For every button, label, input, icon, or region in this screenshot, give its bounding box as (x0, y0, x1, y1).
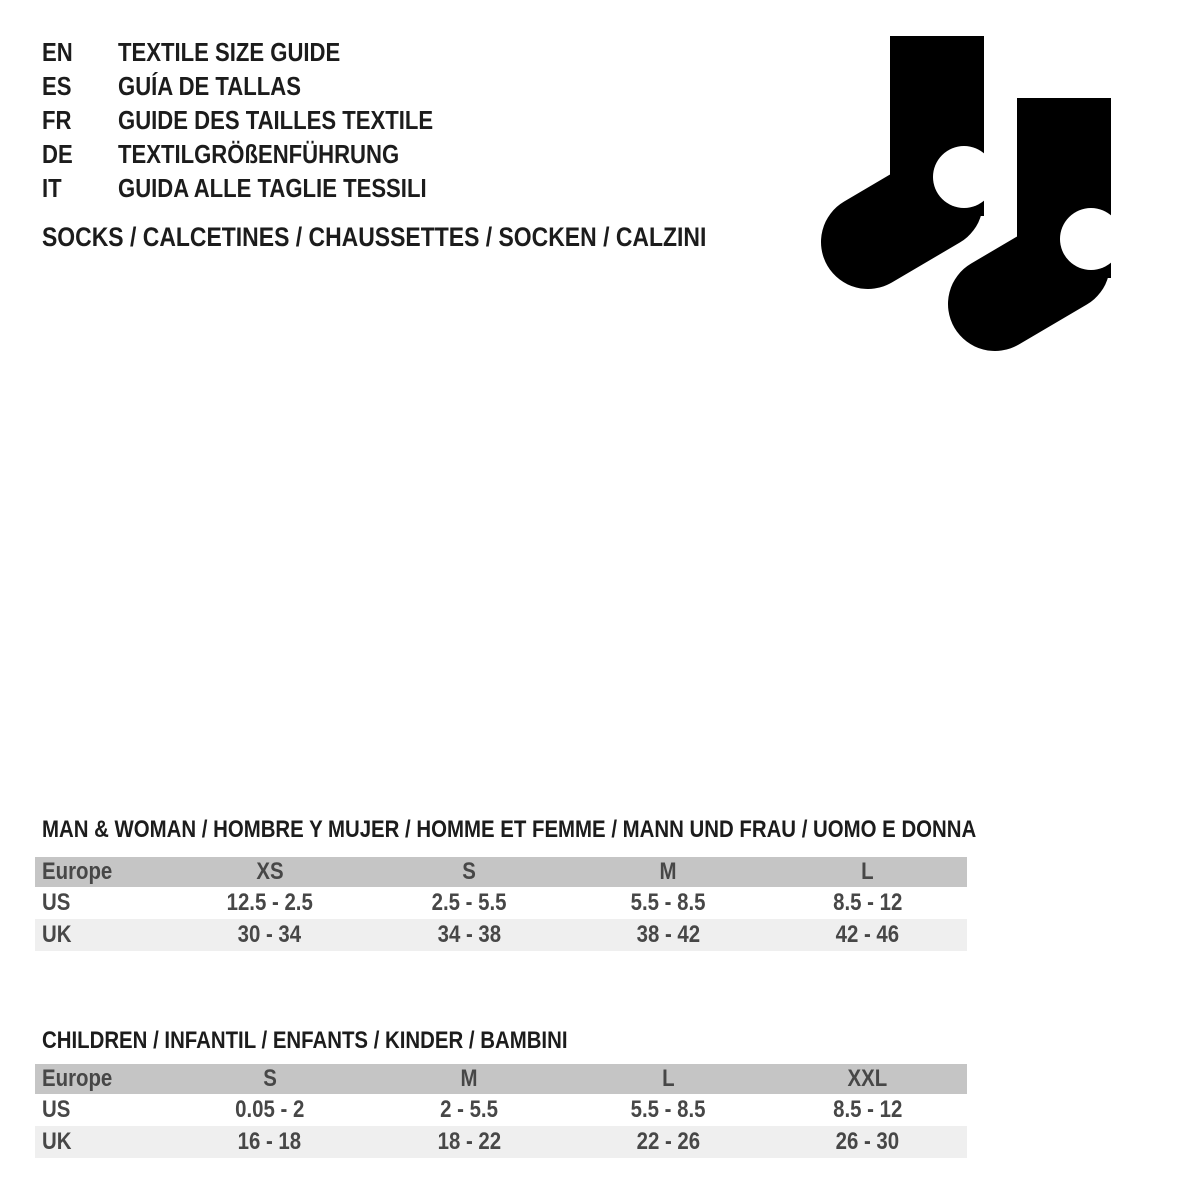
sock-front-icon (995, 98, 1118, 304)
language-row (42, 69, 489, 103)
column-header (369, 857, 568, 887)
column-header-text: XXL (847, 1065, 888, 1092)
column-header (768, 857, 967, 887)
language-row (42, 35, 489, 69)
size-cell (369, 1126, 568, 1158)
language-label: GUIDA ALLE TAGLIE TESSILI (118, 173, 427, 203)
column-header (35, 857, 170, 887)
size-cell-text: 18 - 22 (437, 1128, 501, 1155)
size-cell (768, 1126, 967, 1158)
column-header (569, 1064, 768, 1094)
size-cell (569, 887, 768, 919)
size-cell (170, 887, 369, 919)
size-cell (369, 919, 568, 951)
size-cell-text: 42 - 46 (835, 921, 900, 948)
size-cell-text: 5.5 - 8.5 (630, 1096, 706, 1123)
language-row (42, 171, 489, 205)
category-line-text: SOCKS / CALCETINES / CHAUSSETTES / SOCKEN / CALZINI (42, 222, 707, 252)
size-cell-text: 12.5 - 2.5 (226, 889, 313, 916)
size-cell (569, 919, 768, 951)
column-header (35, 1064, 170, 1094)
size-cell-text: 38 - 42 (636, 921, 700, 948)
column-header-text: XS (256, 858, 284, 885)
table-title-text: CHILDREN / INFANTIL / ENFANTS / KINDER / BAMBINI (42, 1027, 568, 1054)
row-label-text: UK (42, 1128, 72, 1155)
size-table (35, 857, 967, 951)
column-header-text: S (462, 858, 476, 885)
column-header-text: S (262, 1065, 277, 1092)
size-cell-text: 16 - 18 (237, 1128, 302, 1155)
row-label-text: US (42, 889, 71, 916)
size-cell-text: 0.05 - 2 (235, 1096, 305, 1123)
column-header (569, 857, 768, 887)
language-code: FR (42, 105, 72, 135)
size-cell (768, 887, 967, 919)
language-label: TEXTILGRÖßENFÜHRUNG (118, 139, 400, 169)
size-cell (369, 887, 568, 919)
size-cell-text: 8.5 - 12 (832, 1096, 902, 1123)
table-title (42, 816, 977, 843)
row-label-text: UK (42, 921, 72, 948)
size-cell (569, 1094, 768, 1126)
language-code: EN (42, 37, 73, 67)
column-header (369, 1064, 568, 1094)
table-title (42, 1028, 967, 1053)
column-header-text: Europe (42, 1065, 113, 1092)
row-label-text: US (42, 1096, 71, 1123)
size-cell (768, 1094, 967, 1126)
size-cell (170, 1126, 369, 1158)
table-row (35, 1126, 967, 1158)
language-row (42, 137, 489, 171)
language-code: DE (42, 139, 73, 169)
sock-back-icon (868, 36, 995, 242)
table-title-text: MAN & WOMAN / HOMBRE Y MUJER / HOMME ET FEMME / MANN UND FRAU / UOMO E DONNA (42, 816, 977, 843)
language-code: ES (42, 71, 72, 101)
size-cell (768, 919, 967, 951)
socks-icon (818, 36, 1118, 366)
language-label: TEXTILE SIZE GUIDE (118, 37, 341, 67)
row-label (35, 919, 170, 951)
table-children (35, 1028, 967, 1158)
column-header (170, 857, 369, 887)
language-row (42, 103, 489, 137)
size-cell-text: 26 - 30 (835, 1128, 900, 1155)
size-cell-text: 22 - 26 (636, 1128, 700, 1155)
table-row (35, 919, 967, 951)
table-header-row (35, 857, 967, 887)
column-header (768, 1064, 967, 1094)
size-cell-text: 2 - 5.5 (440, 1096, 498, 1123)
language-label: GUÍA DE TALLAS (118, 71, 301, 101)
table-header-row (35, 1064, 967, 1094)
size-cell-text: 8.5 - 12 (832, 889, 902, 916)
column-header-text: Europe (42, 858, 113, 885)
size-cell (170, 1094, 369, 1126)
size-cell-text: 30 - 34 (237, 921, 302, 948)
table-man-woman (35, 816, 977, 951)
column-header-text: L (861, 858, 874, 885)
size-table (35, 1064, 967, 1158)
size-cell (569, 1126, 768, 1158)
column-header-text: M (659, 858, 677, 885)
language-list (42, 35, 489, 205)
column-header-text: L (661, 1065, 675, 1092)
table-row (35, 887, 967, 919)
language-label: GUIDE DES TAILLES TEXTILE (118, 105, 434, 135)
size-cell-text: 34 - 38 (437, 921, 501, 948)
row-label (35, 887, 170, 919)
category-line (42, 220, 824, 254)
language-code: IT (42, 173, 62, 203)
row-label (35, 1094, 170, 1126)
column-header-text: M (460, 1065, 478, 1092)
size-cell-text: 5.5 - 8.5 (630, 889, 706, 916)
size-cell (170, 919, 369, 951)
table-row (35, 1094, 967, 1126)
size-cell (369, 1094, 568, 1126)
size-cell-text: 2.5 - 5.5 (431, 889, 507, 916)
column-header (170, 1064, 369, 1094)
row-label (35, 1126, 170, 1158)
